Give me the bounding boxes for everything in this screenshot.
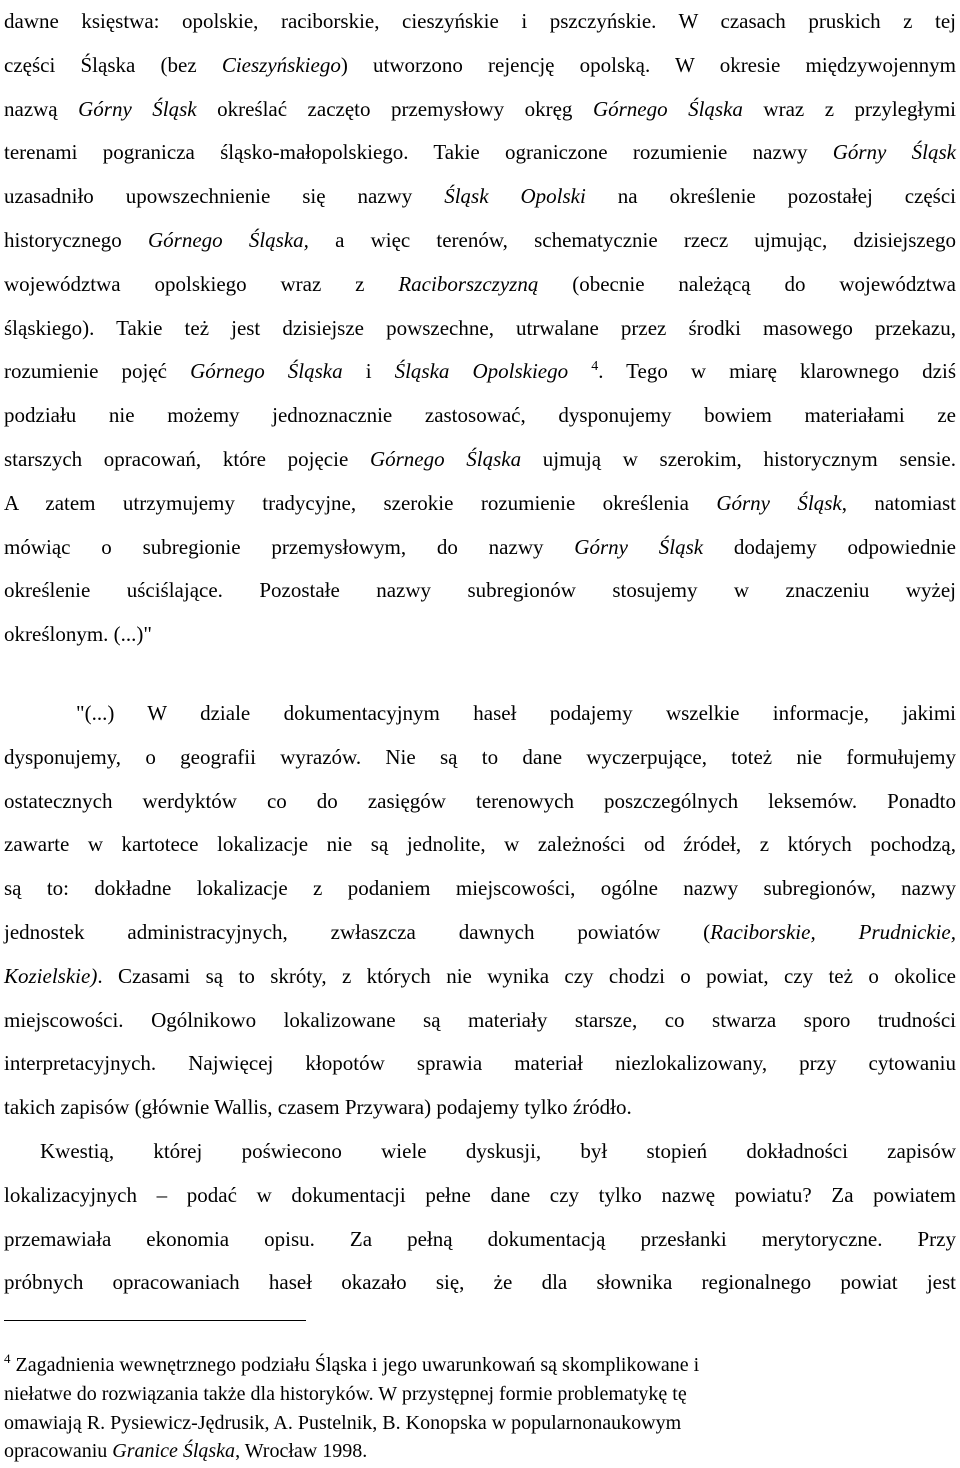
document-page	[4, 0, 956, 1305]
footnote-line: $^4$ Zagadnienia wewnętrznego podziału Śląska i jego uwarunkowań są skomplikowane i	[4, 1351, 700, 1376]
text-line: ostatecznych werdyktów co do zasięgów terenowych poszczególnych leksemów. Ponadto	[4, 788, 956, 813]
text-line: interpretacyjnych. Najwięcej kłopotów sprawia materiał niezlokalizowany, przy cytowaniu	[4, 1051, 956, 1076]
text-line: mówiąc o subregionie przemysłowym, do nazwy Górny Śląsk dodajemy odpowiednie	[4, 534, 956, 559]
text-line: jednostek administracyjnych, zwłaszcza dawnych powiatów (Raciborskie, Prudnickie,	[4, 919, 957, 944]
footnote-ref[interactable]: 4	[591, 359, 599, 375]
text-line: próbnych opracowaniach haseł okazało się, że dla słownika regionalnego powiat jest	[4, 1270, 956, 1295]
text-line: przemawiała ekonomia opisu. Za pełną dokumentacją przesłanki merytoryczne. Przy	[4, 1226, 956, 1251]
text-line: uzasadniło upowszechnienie się nazwy Śląsk Opolski na określenie pozostałej części	[4, 184, 957, 209]
text-line: miejscowości. Ogólnikowo lokalizowane są materiały starsze, co stwarza sporo trudności	[4, 1007, 956, 1032]
text-line: są to: dokładne lokalizacje z podaniem miejscowości, ogólne nazwy subregionów, nazwy	[4, 876, 956, 901]
text-line: zawarte w kartotece lokalizacje nie są jednolite, w zależności od źródeł, z których pochodzą,	[4, 832, 956, 857]
text-line: województwa opolskiego wraz z Raciborszczyzną (obecnie należącą do województwa	[4, 271, 956, 296]
text-line: części Śląska (bez Cieszyńskiego) utworzono rejencję opolską. W okresie międzywojennym	[4, 52, 956, 77]
footnote-number: 4	[4, 1351, 11, 1366]
text-line: Kwestią, której poświecono wiele dyskusji, był stopień dokładności zapisów	[40, 1138, 956, 1163]
text-line: podziału nie możemy jednoznacznie zastosować, dysponujemy bowiem materiałami ze	[4, 403, 956, 428]
text-line: określenie uściślające. Pozostałe nazwy subregionów stosujemy w znaczeniu wyżej	[4, 578, 956, 603]
paragraph-gap	[4, 657, 956, 692]
main-text	[4, 0, 956, 1305]
text-line: dysponujemy, o geografii wyrazów. Nie są to dane wyczerpujące, toteż nie formułujemy	[4, 744, 956, 769]
text-line: A zatem utrzymujemy tradycyjne, szerokie rozumienie określenia Górny Śląsk, natomiast	[4, 490, 956, 515]
footnote-separator	[4, 1320, 306, 1321]
footnote-line: niełatwe do rozwiązania także dla historyków. W przystępnej formie problematykę tę	[4, 1382, 687, 1405]
text-line: takich zapisów (głównie Wallis, czasem Przywara) podajemy tylko źródło.	[4, 1095, 632, 1120]
text-line: terenami pogranicza śląsko-małopolskiego. Takie ograniczone rozumienie nazwy Górny Śląsk	[4, 140, 956, 165]
text-line: historycznego Górnego Śląska, a więc terenów, schematycznie rzecz ujmując, dzisiejszego	[4, 227, 957, 252]
text-line: starszych opracowań, które pojęcie Górnego Śląska ujmują w szerokim, historycznym sensie.	[4, 446, 956, 471]
text-line: Kozielskie). Czasami są to skróty, z których nie wynika czy chodzi o powiat, czy też o okolice	[4, 963, 956, 988]
text-line: lokalizacyjnych – podać w dokumentacji pełne dane czy tylko nazwę powiatu? Za powiatem	[4, 1182, 956, 1207]
text-line: określonym. (...)"	[4, 622, 152, 647]
footnote-line: omawiają R. Pysiewicz-Jędrusik, A. Pustelnik, B. Konopska w popularnonaukowym	[4, 1411, 682, 1434]
text-line: dawne księstwa: opolskie, raciborskie, cieszyńskie i pszczyńskie. W czasach pruskich z tej	[4, 9, 956, 33]
footnote	[4, 1351, 956, 1466]
text-line: śląskiego). Takie też jest dzisiejsze powszechne, utrwalane przez środki masowego przekazu,	[4, 315, 956, 340]
text-line: rozumienie pojęć Górnego Śląska i Śląska Opolskiego $^4$. Tego w miarę klarownego dziś	[4, 359, 956, 384]
text-line: nazwą Górny Śląsk określać zaczęto przemysłowy okręg Górnego Śląska wraz z przyległymi	[4, 96, 956, 121]
text-line: "(...) W dziale dokumentacyjnym haseł podajemy wszelkie informacje, jakimi	[76, 700, 956, 725]
footnote-line: opracowaniu Granice Śląska, Wrocław 1998.	[4, 1440, 368, 1463]
